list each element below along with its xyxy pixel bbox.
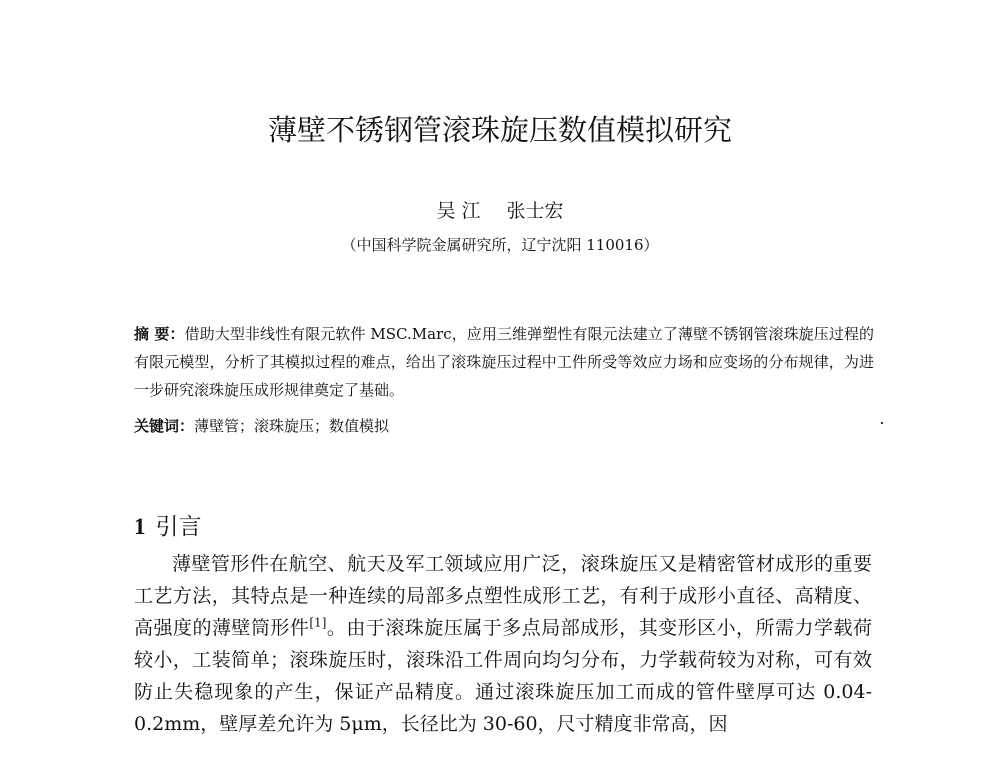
keywords-text: 薄壁管；滚珠旋压；数值模拟 bbox=[194, 417, 390, 435]
section-number: 1 bbox=[134, 514, 146, 539]
abstract-text: 借助大型非线性有限元软件 MSC.Marc，应用三维弹塑性有限元法建立了薄壁不锈钢管滚珠旋压过程的有限元模型，分析了其模拟过程的难点，给出了滚珠旋压过程中工件所受等效应力场和应变场的分布规律，为进一步研究滚珠旋压成形规律奠定了基础。 bbox=[134, 325, 874, 399]
keywords bbox=[134, 412, 874, 440]
section-heading bbox=[134, 508, 202, 541]
scan-speck bbox=[881, 422, 883, 424]
author-name: 吴 江 bbox=[436, 200, 481, 222]
abstract bbox=[134, 320, 874, 404]
body-paragraph bbox=[134, 548, 872, 740]
section-title: 引言 bbox=[155, 514, 202, 540]
author-name: 张士宏 bbox=[506, 200, 564, 222]
keywords-label: 关键词： bbox=[134, 417, 195, 435]
body-text: 。由于滚珠旋压属于多点局部成形，其变形区小，所需力学载荷较小，工装简单；滚珠旋压时，滚珠沿工件周向均匀分布，力学载荷较为对称，可有效防止失稳现象的产生，保证产品精度。通过滚珠旋压加工而成的管件壁厚可达 0.04-0.2mm，壁厚差允许为 5μm，长径比为 30-60，尺寸精度非常高，因 bbox=[134, 617, 872, 735]
abstract-label: 摘 要： bbox=[134, 325, 185, 343]
author-line bbox=[0, 196, 1000, 223]
body-text: 薄壁管形件在航空、航天及军工领域应用广泛，滚珠旋压又是精密管材成形的重要工艺方法，其特点是一种连续的局部多点塑性成形工艺，有利于成形小直径、高精度、高强度的薄壁筒形件 bbox=[134, 553, 872, 639]
paper-title: 薄壁不锈钢管滚珠旋压数值模拟研究 bbox=[267, 113, 732, 147]
citation-ref: [1] bbox=[309, 615, 327, 630]
affiliation: （中国科学院金属研究所，辽宁沈阳 110016） bbox=[341, 236, 659, 254]
